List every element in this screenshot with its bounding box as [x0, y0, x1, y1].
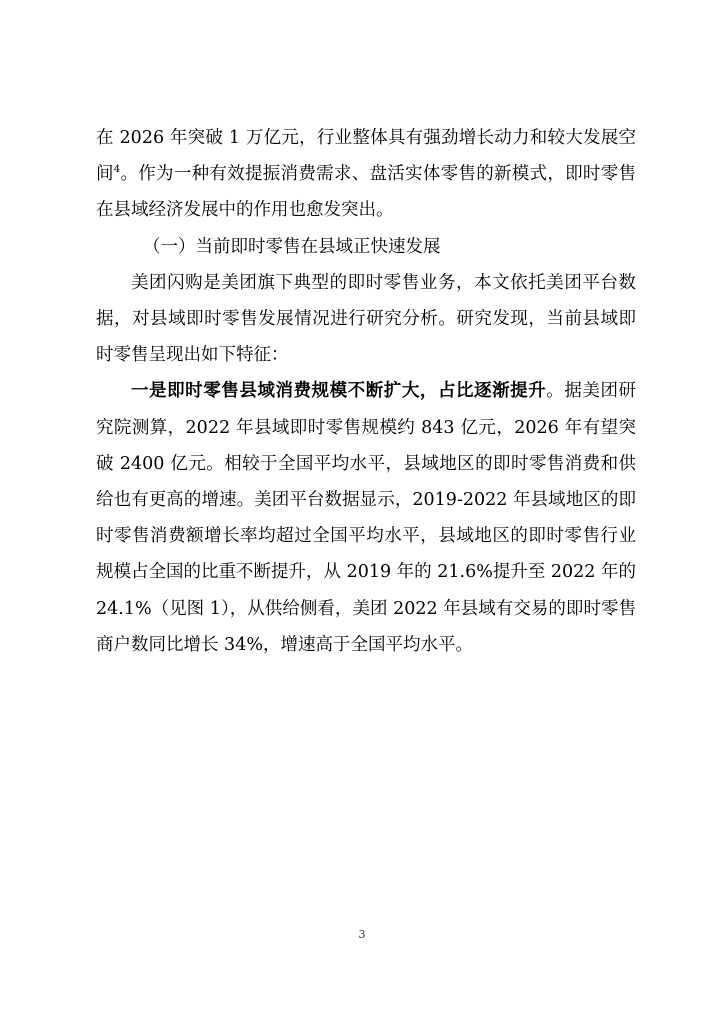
paragraph	[96, 373, 636, 663]
footnote-marker: 4	[113, 164, 121, 176]
section-heading: （一）当前即时零售在县域正快速发展	[143, 236, 441, 257]
bold-lead-sentence: 一是即时零售县域消费规模不断扩大，占比逐渐提升	[131, 381, 547, 402]
page-number: 3	[358, 928, 366, 941]
paragraph-text: 。据美团研究院测算，2022 年县域即时零售规模约 843 亿元，2026 年有望突破 2400 亿元。相较于全国平均水平，县域地区的即时零售消费和供给也有更高的增速。美团平台数据显示，2019-2022 年县域地区的即时零售消费额增长率均超过全国平均水平，县域地区的即时零售行业规模占全国的比重不断提升，从 2019 年的 21.6%提升至 2022 年的 24.1%（见图 1），从供给侧看，美团 2022 年县域有交易的即时零售商户数同比增长 34%，增速高于全国平均水平。	[96, 381, 637, 655]
paragraph-continuation	[96, 120, 636, 229]
body-text	[96, 120, 636, 663]
paragraph-text: 。作为一种有效提振消费需求、盘活实体零售的新模式，即时零售在县域经济发展中的作用也愈发突出。	[96, 164, 637, 221]
paragraph-text: 在 2026 年突破 1 万亿元，行业整体具有强劲增长动力和较大发展空间	[96, 128, 636, 185]
paragraph: 美团闪购是美团旗下典型的即时零售业务，本文依托美团平台数据，对县域即时零售发展情况进行研究分析。研究发现，当前县域即时零售呈现出如下特征：	[96, 272, 636, 366]
